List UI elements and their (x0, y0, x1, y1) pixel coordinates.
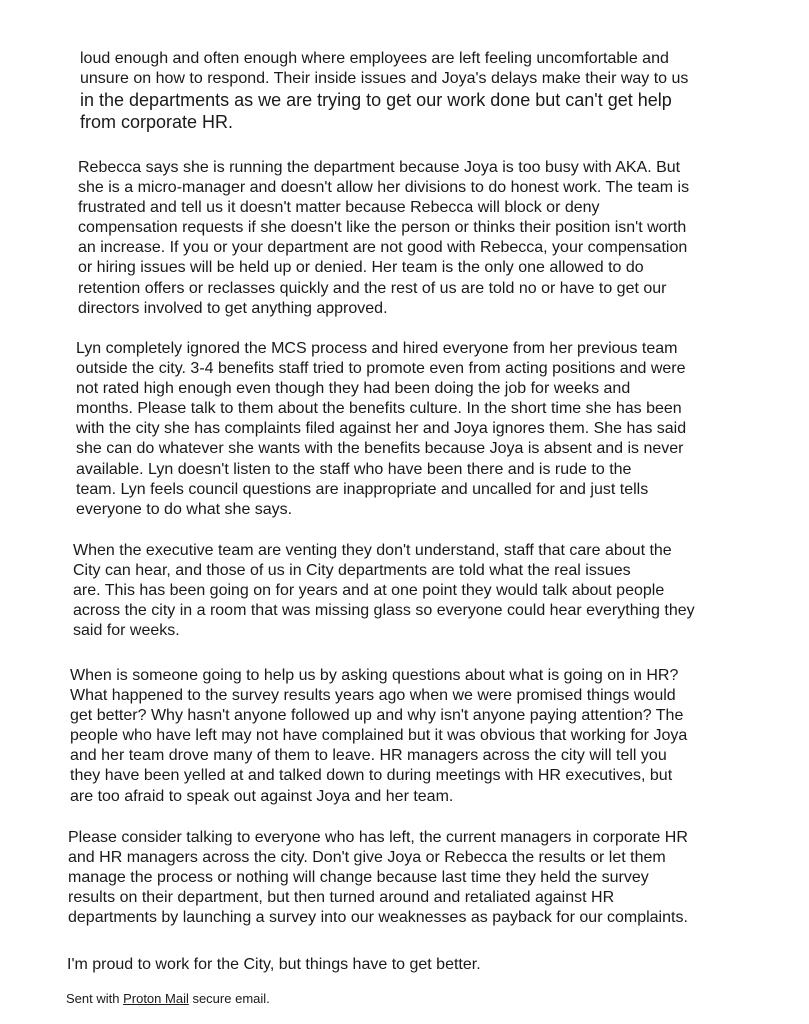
paragraph-3 (76, 339, 776, 520)
text-line: with the city she has complaints filed against her and Joya ignores them. She has said (76, 420, 687, 438)
proton-mail-link[interactable]: Proton Mail (123, 991, 189, 1006)
text-line: get better? Why hasn't anyone followed up and why isn't anyone paying attention? The (70, 707, 684, 725)
text-line: manage the process or nothing will change because last time they held the survey (68, 869, 649, 887)
text-line: compensation requests if she doesn't like the person or thinks their position isn't worth (78, 219, 687, 237)
paragraph-7 (67, 955, 767, 975)
footer-prefix: Sent with (66, 991, 124, 1006)
text-line: Rebecca says she is running the department because Joya is too busy with AKA. But (78, 159, 681, 176)
footer-suffix: secure email. (188, 991, 270, 1006)
text-line: retention offers or reclasses quickly and the rest of us are told no or have to get our (78, 279, 667, 297)
paragraph-4 (73, 541, 773, 641)
text-line: Lyn completely ignored the MCS process and hired everyone from her previous team (76, 340, 678, 357)
text-line: are. This has been going on for years and at one point they would talk about people (73, 582, 665, 600)
text-line: she can do whatever she wants with the benefits because Joya is absent and is never (76, 440, 684, 458)
paragraph-6 (68, 828, 768, 928)
text-line: she is a micro-manager and doesn't allow her divisions to do honest work. The team is (78, 179, 690, 197)
text-line: months. Please talk to them about the benefits culture. In the short time she has been (76, 400, 682, 418)
text-line: departments by launching a survey into our weaknesses as payback for our complaints. (68, 909, 688, 927)
text-line: and HR managers across the city. Don't give Joya or Rebecca the results or let them (68, 849, 666, 867)
text-line: outside the city. 3-4 benefits staff tried to promote even from acting positions and were (76, 360, 686, 378)
text-line: I'm proud to work for the City, but things have to get better. (67, 956, 481, 973)
text-line: and her team drove many of them to leave. HR managers across the city will tell you (70, 747, 667, 765)
text-line: Please consider talking to everyone who has left, the current managers in corporate HR (68, 829, 688, 846)
text-line: people who have left may not have complained but it was obvious that working for Joya (70, 727, 688, 745)
text-line: frustrated and tell us it doesn't matter because Rebecca will block or deny (78, 199, 600, 217)
text-line: not rated high enough even though they had been doing the job for weeks and (76, 380, 631, 398)
paragraph-1 (80, 49, 780, 133)
text-line: an increase. If you or your department are not good with Rebecca, your compensation (78, 239, 688, 257)
text-line: are too afraid to speak out against Joya and her team. (70, 787, 454, 805)
text-line: When the executive team are venting they don't understand, staff that care about the (73, 542, 672, 559)
email-footer (66, 991, 270, 1007)
text-line: everyone to do what she says. (76, 500, 293, 518)
paragraph-5 (70, 666, 770, 807)
text-line: from corporate HR. (80, 112, 234, 133)
text-line: team. Lyn feels council questions are inappropriate and uncalled for and just tells (76, 480, 649, 498)
text-line: directors involved to get anything approved. (78, 299, 388, 317)
text-line: across the city in a room that was missing glass so everyone could hear everything they (73, 602, 695, 620)
paragraph-2 (78, 158, 778, 319)
text-line: or hiring issues will be held up or denied. Her team is the only one allowed to do (78, 259, 644, 277)
text-line: in the departments as we are trying to get our work done but can't get help (80, 90, 672, 111)
text-line: unsure on how to respond. Their inside issues and Joya's delays make their way to us (80, 70, 689, 88)
text-line: results on their department, but then turned around and retaliated against HR (68, 889, 615, 907)
text-line: City can hear, and those of us in City departments are told what the real issues (73, 562, 631, 580)
text-line: said for weeks. (73, 622, 180, 640)
text-line: available. Lyn doesn't listen to the staff who have been there and is rude to the (76, 460, 632, 478)
text-line: they have been yelled at and talked down to during meetings with HR executives, but (70, 767, 673, 785)
text-line: What happened to the survey results years ago when we were promised things would (70, 687, 676, 705)
text-line: When is someone going to help us by asking questions about what is going on in HR? (70, 667, 679, 684)
text-line: loud enough and often enough where employees are left feeling uncomfortable and (80, 50, 669, 67)
